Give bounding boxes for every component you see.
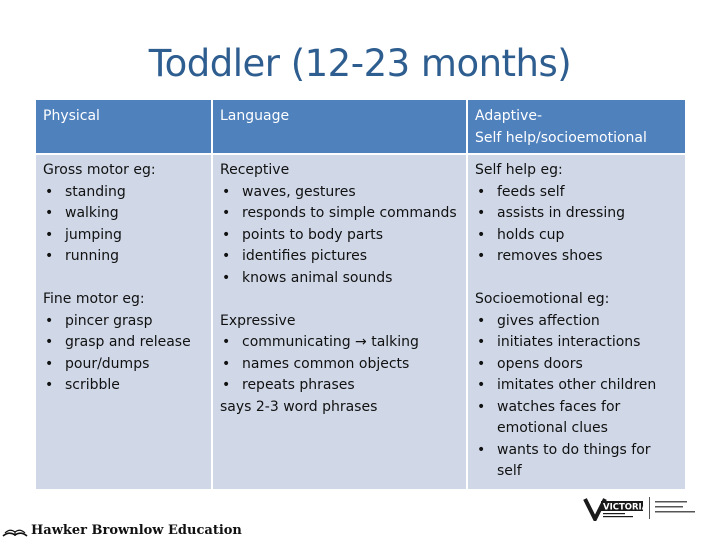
fine-motor-list [43,311,204,397]
list-item: • knows animal sounds [220,268,459,290]
victoria-logo-text: VICTORIA [603,502,649,513]
list-item: • waves, gestures [220,182,459,204]
book-icon [2,522,28,538]
list-item: • initiates interactions [475,332,678,354]
publisher-name: Hawker Brownlow Education [31,522,242,538]
group-heading: Receptive [220,162,290,178]
trailing-note: says 2-3 word phrases [220,398,378,415]
list-item: • names common objects [220,354,459,376]
group-heading: Fine motor eg: [43,291,145,307]
victoria-state-logo-icon [583,493,703,521]
slide-title: Toddler (12-23 months) [148,42,572,85]
socioemotional-list [475,311,678,483]
receptive-list [220,182,459,290]
group-heading: Gross motor eg: [43,162,156,178]
list-item: • grasp and release [43,332,204,354]
list-item: • running [43,246,204,268]
group-heading: Expressive [220,312,296,329]
development-table [36,100,685,489]
cell-physical [36,154,212,489]
publisher-logo [2,520,242,540]
list-item: • feeds self [475,182,678,204]
list-item: • repeats phrases [220,375,459,397]
list-item: • identifies pictures [220,246,459,268]
table-header-row [36,100,685,154]
list-item: • responds to simple commands [220,203,459,225]
group-heading: Self help eg: [475,162,563,178]
list-item: • points to body parts [220,225,459,247]
list-item: • standing [43,182,204,204]
header-adaptive: Adaptive- Self help/socioemotional [467,100,685,154]
list-item: • communicating → talking [220,332,459,354]
list-item: • imitates other children [475,375,678,397]
cell-language [212,154,467,489]
cell-adaptive [467,154,685,489]
self-help-list [475,182,678,268]
group-heading: Socioemotional eg: [475,291,610,307]
expressive-group [220,311,459,419]
table-body-row [36,154,685,489]
list-item: • walking [43,203,204,225]
expressive-list [220,332,459,397]
fine-motor-group [43,289,204,397]
self-help-group [475,160,678,268]
list-item: • assists in dressing [475,203,678,225]
list-item: • pincer grasp [43,311,204,333]
list-item: • holds cup [475,225,678,247]
list-item: • gives affection [475,311,678,333]
gross-motor-group [43,160,204,268]
list-item: • wants to do things for self [475,440,678,483]
socioemotional-group [475,289,678,483]
receptive-group [220,160,459,289]
list-item: • jumping [43,225,204,247]
header-language: Language [212,100,467,154]
list-item: • opens doors [475,354,678,376]
list-item: • pour/dumps [43,354,204,376]
list-item: • watches faces for emotional clues [475,397,678,440]
gross-motor-list [43,182,204,268]
list-item: • scribble [43,375,204,397]
header-physical: Physical [36,100,212,154]
list-item: • removes shoes [475,246,678,268]
